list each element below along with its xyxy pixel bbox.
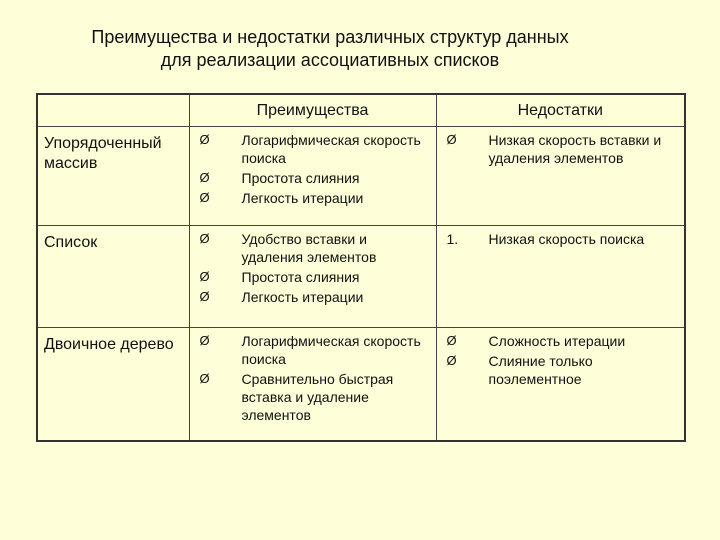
arrow-bullet-icon: Ø xyxy=(199,289,210,304)
list-item: Ø Слияние только поэлементное xyxy=(437,352,685,388)
list-item: Ø Простота слияния xyxy=(190,268,436,286)
corner-cell xyxy=(37,94,189,127)
arrow-bullet-icon: Ø xyxy=(199,170,210,185)
disadvantages-cell xyxy=(436,328,685,442)
arrow-bullet-icon: Ø xyxy=(199,231,210,246)
disadvantages-cell xyxy=(436,226,685,328)
list-item: Ø Низкая скорость вставки и удаления элементов xyxy=(437,131,685,167)
title-line-1: Преимущества и недостатки различных структур данных xyxy=(91,27,569,47)
list-marker: Ø xyxy=(446,132,457,147)
arrow-bullet-icon: Ø xyxy=(446,333,457,348)
advantages-cell xyxy=(189,328,436,442)
header-row xyxy=(37,94,685,127)
list-item: Ø Легкость итерации xyxy=(190,189,436,207)
list-item: 1. Низкая скорость поиска xyxy=(437,230,685,248)
arrow-bullet-icon: Ø xyxy=(199,333,210,348)
row-name: Двоичное дерево xyxy=(37,328,189,442)
list-item: Ø Логарифмическая скорость поиска xyxy=(190,131,436,167)
arrow-bullet-icon: Ø xyxy=(446,353,457,368)
row-name: Упорядоченный массив xyxy=(37,127,189,226)
list-item: Ø Сравнительно быстрая вставка и удаление элементов xyxy=(190,370,436,424)
advantages-cell xyxy=(189,127,436,226)
disadvantages-cell xyxy=(436,127,685,226)
table-row xyxy=(37,226,685,328)
arrow-bullet-icon: Ø xyxy=(199,190,210,205)
table-row xyxy=(37,127,685,226)
header-advantages: Преимущества xyxy=(189,94,436,127)
header-disadvantages: Недостатки xyxy=(436,94,685,127)
list-item: Ø Легкость итерации xyxy=(190,288,436,306)
arrow-bullet-icon: Ø xyxy=(199,269,210,284)
arrow-bullet-icon: Ø xyxy=(199,371,210,386)
row-name: Список xyxy=(37,226,189,328)
list-item: Ø Простота слияния xyxy=(190,169,436,187)
title-line-2: для реализации ассоциативных списков xyxy=(160,50,500,70)
list-item: Ø Сложность итерации xyxy=(437,332,685,350)
table-row xyxy=(37,328,685,442)
list-item: Ø Удобство вставки и удаления элементов xyxy=(190,230,436,266)
list-marker: 1. xyxy=(446,231,459,247)
advantages-cell xyxy=(189,226,436,328)
list-item: Ø Логарифмическая скорость поиска xyxy=(190,332,436,368)
arrow-bullet-icon: Ø xyxy=(199,132,210,147)
comparison-table xyxy=(36,93,686,442)
slide-title xyxy=(0,26,660,72)
